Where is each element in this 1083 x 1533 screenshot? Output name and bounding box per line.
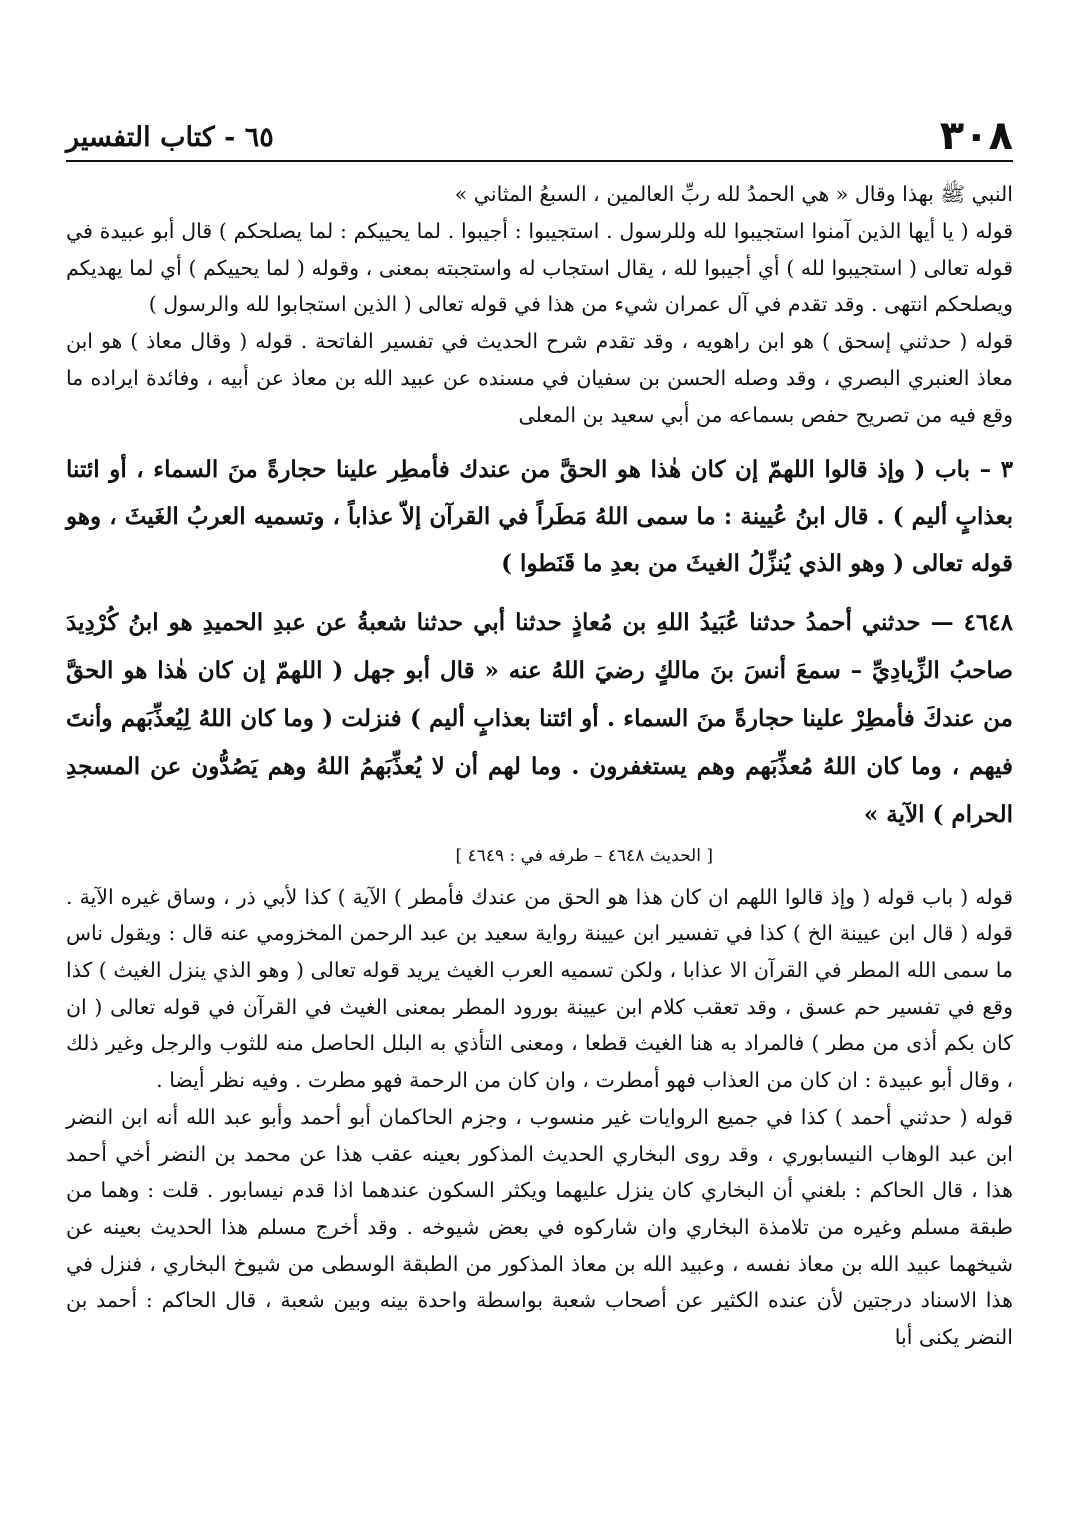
- page-number: ٣٠٨: [939, 113, 1013, 159]
- commentary-paragraph: قوله ( باب قوله ( وإذ قالوا اللهم ان كان هذا هو الحق من عندك فأمطر ) الآية ) كذا لأبي ذر ، وساق غيره الآية . قوله ( قال ابن عيينة الخ ) كذا في تفسير ابن عيينة رواية سعيد بن عبد الرحمن المخزومي عنه قال : ويقول ناس ما سمى الله المطر في القرآن الا عذابا ، ولكن تسميه العرب الغيث يريد قوله تعالى ( وهو الذي ينزل الغيث ) كذا وقع في تفسير حم عسق ، وقد تعقب كلام ابن عيينة بورود المطر بمعنى الغيث في القرآن في قوله تعالى ( ان كان بكم أذى من مطر ) فالمراد به هنا الغيث قطعا ، ومعنى التأذي به البلل الحاصل منه للثوب والرجل وغير ذلك ، وقال أبو عبيدة : ان كان من العذاب فهو أمطرت ، وان كان من الرحمة فهو مطرت . وفيه نظر أيضا .: [66, 884, 1013, 1093]
- bab-heading: ٣ – باب ( وإذ قالوا اللهمّ إن كان هٰذا هو الحقَّ من عندك فأمطِر علينا حجارةً منَ السماء ، أو ائتنا بعذابٍ أليم ) . قال ابنُ عُيينة : ما سمى اللهُ مَطَراً في القرآن إلاّ عذاباً ، وتسميه العربُ الغَيثَ ، وهو قوله تعالى ( وهو الذي يُنزِّلُ الغيثَ من بعدِ ما قَنَطوا ): [66, 455, 1013, 577]
- commentary-paragraph: قوله ( حدثني إسحق ) هو ابن راهويه ، وقد تقدم شرح الحديث في تفسير الفاتحة . قوله ( وقال معاذ ) هو ابن معاذ العنبري البصري ، وقد وصله الحسن بن سفيان في مسنده عن عبيد الله بن معاذ عن أبيه ، وفائدة ايراده ما وقع فيه من تصريح حفص بسماعه من أبي سعيد بن المعلى: [66, 329, 1013, 427]
- hadith-text: ٤٦٤٨ — حدثني أحمدُ حدثنا عُبَيدُ اللهِ بن مُعاذٍ حدثنا أبي حدثنا شعبةُ عن عبدِ الحميدِ هو ابنُ كُرْدِيدَ صاحبُ الزِّيادِيِّ – سمعَ أنسَ بنَ مالكٍ رضيَ اللهُ عنه « قال أبو جهل ( اللهمّ إن كان هٰذا هو الحقَّ من عندكَ فأمطِرْ علينا حجارةً منَ السماء . أو ائتنا بعذابٍ أليم ) فنزلت ( وما كان اللهُ لِيُعذِّبَهم وأنتَ فيهم ، وما كان اللهُ مُعذِّبَهم وهم يستغفرون . وما لهم أن لا يُعذِّبَهمُ اللهُ وهم يَصُدُّون عن المسجدِ الحرام ) الآية »: [66, 608, 1013, 828]
- commentary-paragraph: النبي ﷺ بهذا وقال « هي الحمدُ لله ربِّ العالمين ، السبعُ المثاني »: [454, 182, 1013, 206]
- page-header: [66, 108, 1013, 162]
- commentary-paragraph: قوله ( حدثني أحمد ) كذا في جميع الروايات غير منسوب ، وجزم الحاكمان أبو أحمد وأبو عبد الله أنه ابن النضر ابن عبد الوهاب النيسابوري ، وقد روى البخاري الحديث المذكور بعينه عقب هذا عن محمد بن النضر أخي أحمد هذا ، قال الحاكم : بلغني أن البخاري كان ينزل عليهما ويكثر السكون عندهما اذا قدم نيسابور . قلت : وهما من طبقة مسلم وغيره من تلامذة البخاري وان شاركوه في بعض شيوخه . وقد أخرج مسلم هذا الحديث بعينه عن شيخهما عبيد الله بن معاذ نفسه ، وعبيد الله بن معاذ المذكور من الطبقة الوسطى من شيوخ البخاري ، فنزل في هذا الاسناد درجتين لأن عنده الكثير عن أصحاب شعبة بواسطة واحدة بينه وبين شعبة ، قال الحاكم : أحمد بن النضر يكنى أبا: [66, 1104, 1013, 1350]
- hadith-reference: [ الحديث ٤٦٤٨ – طرفه في : ٤٦٤٩ ]: [455, 845, 713, 866]
- commentary-paragraph: قوله ( يا أيها الذين آمنوا استجيبوا لله وللرسول . استجيبوا : أجيبوا . لما يحييكم : لما يصلحكم ) قال أبو عبيدة في قوله تعالى ( استجيبوا لله ) أي أجيبوا لله ، يقال استجاب له واستجبته بمعنى ، وقوله ( لما يحييكم ) أي لما يهديكم ويصلحكم انتهى . وقد تقدم في آل عمران شيء من هذا في قوله تعالى ( الذين استجابوا لله والرسول ): [66, 218, 1013, 317]
- running-title: ٦٥ - كتاب التفسير: [66, 122, 274, 153]
- page-body: [66, 176, 1013, 1356]
